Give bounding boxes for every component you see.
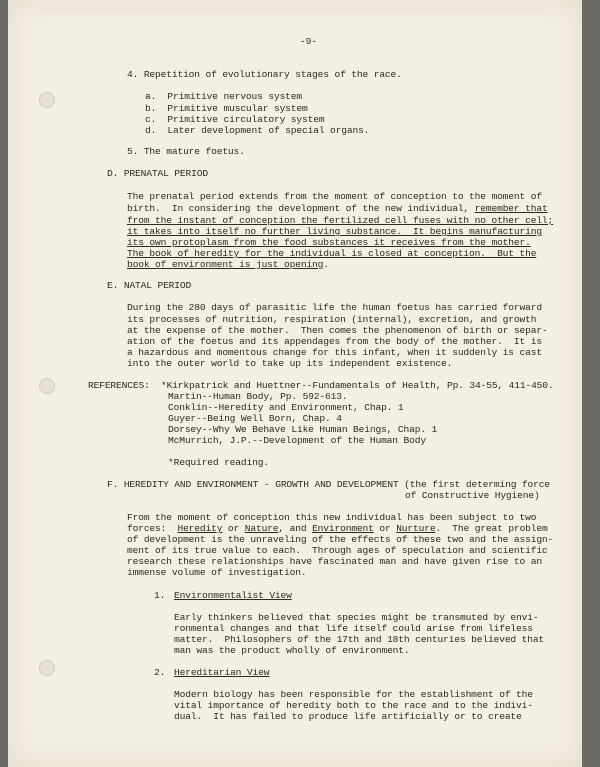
section-f-line: immense volume of investigation.	[127, 567, 307, 578]
section-d-line: it takes into itself no further living substance. It begins manufacturing	[127, 226, 542, 237]
section-e-line: into the outer world to take up its independent existence.	[127, 358, 453, 369]
section-f-heading-cont: of Constructive Hygiene)	[405, 490, 540, 501]
section-e-line: a hazardous and momentous change for this infant, when it suddenly is cast	[127, 347, 542, 358]
punch-hole	[39, 378, 55, 394]
section-d-line: The book of heredity for the individual is closed at conception. But the	[127, 248, 537, 259]
subsection-1-title: Environmentalist View	[174, 590, 292, 601]
section-d-heading: D. PRENATAL PERIOD	[107, 168, 208, 179]
subsection-2-number: 2.	[154, 667, 166, 678]
subsection-2-line: vital importance of heredity both to the race and to the indivi-	[174, 700, 533, 711]
section-d-line: The prenatal period extends from the moment of conception to the moment of	[127, 191, 542, 202]
reference-item: *Kirkpatrick and Huettner--Fundamentals of Health, Pp. 34-55, 411-450.	[161, 380, 554, 391]
section-e-line: ation of the foetus and its appendages from the body of the mother. It is	[127, 336, 542, 347]
reference-item: Martin--Human Body, Pp. 592-613.	[168, 391, 348, 402]
item-5: 5. The mature foetus.	[127, 146, 245, 157]
section-e-line: at the expense of the mother. Then comes the phenomenon of birth or separ-	[127, 325, 548, 336]
page-number: -9-	[300, 36, 317, 47]
subsection-2-line: Modern biology has been responsible for the establishment of the	[174, 689, 533, 700]
subsection-1-line: matter. Philosophers of the 17th and 18th centuries believed that	[174, 634, 545, 645]
reference-item: McMurrich, J.P.--Development of the Human Body	[168, 435, 426, 446]
item-4-heading: 4. Repetition of evolutionary stages of the race.	[127, 69, 402, 80]
item-4-sub: c. Primitive circulatory system	[145, 114, 325, 125]
punch-hole	[39, 92, 55, 108]
punch-hole	[39, 660, 55, 676]
reference-item: Conklin--Heredity and Environment, Chap. 1	[168, 402, 404, 413]
subsection-1-line: man was the product wholly of environment.	[174, 645, 410, 656]
section-e-heading: E. NATAL PERIOD	[107, 280, 192, 291]
section-f-line: research these relationships have fascinated man and have given rise to an	[127, 556, 542, 567]
section-f-heading: F. HEREDITY AND ENVIRONMENT - GROWTH AND DEVELOPMENT (the first determing force	[107, 479, 550, 490]
subsection-1-line: ronmental changes and that life itself could arise from lifeless	[174, 623, 533, 634]
section-d-line: book of environment is just opening.	[127, 259, 329, 270]
subsection-2-line: dual. It has failed to produce life artificially or to create	[174, 711, 522, 722]
references-label: REFERENCES:	[88, 380, 150, 391]
document-page	[8, 0, 582, 767]
subsection-1-number: 1.	[154, 590, 166, 601]
item-4-sub: d. Later development of special organs.	[145, 125, 370, 136]
reference-item: Dorsey--Why We Behave Like Human Beings, Chap. 1	[168, 424, 438, 435]
section-f-line: of development is the unraveling of the effects of these two and the assign-	[127, 534, 554, 545]
section-f-line: ment of its true value to each. Through ages of speculation and scientific	[127, 545, 548, 556]
item-4-sub: a. Primitive nervous system	[145, 91, 303, 102]
subsection-2-title: Hereditarian View	[174, 667, 270, 678]
section-d-line: from the instant of conception the fertilized cell fuses with no other cell;	[127, 215, 554, 226]
reference-item: Guyer--Being Well Born, Chap. 4	[168, 413, 342, 424]
section-e-line: During the 280 days of parasitic life the human foetus has carried forward	[127, 302, 542, 313]
section-e-line: its processes of nutrition, respiration (internal), excretion, and growth	[127, 314, 537, 325]
section-f-line: From the moment of conception this new individual has been subject to two	[127, 512, 537, 523]
section-d-line: its own protoplasm from the food substances it receives from the mother.	[127, 237, 531, 248]
subsection-1-line: Early thinkers believed that species might be transmuted by envi-	[174, 612, 539, 623]
item-4-sub: b. Primitive muscular system	[145, 103, 308, 114]
section-d-line: birth. In considering the development of the new individual, remember that	[127, 203, 548, 214]
section-f-line: forces: Heredity or Nature, and Environment or Nurture. The great problem	[127, 523, 548, 534]
references-note: *Required reading.	[168, 457, 269, 468]
